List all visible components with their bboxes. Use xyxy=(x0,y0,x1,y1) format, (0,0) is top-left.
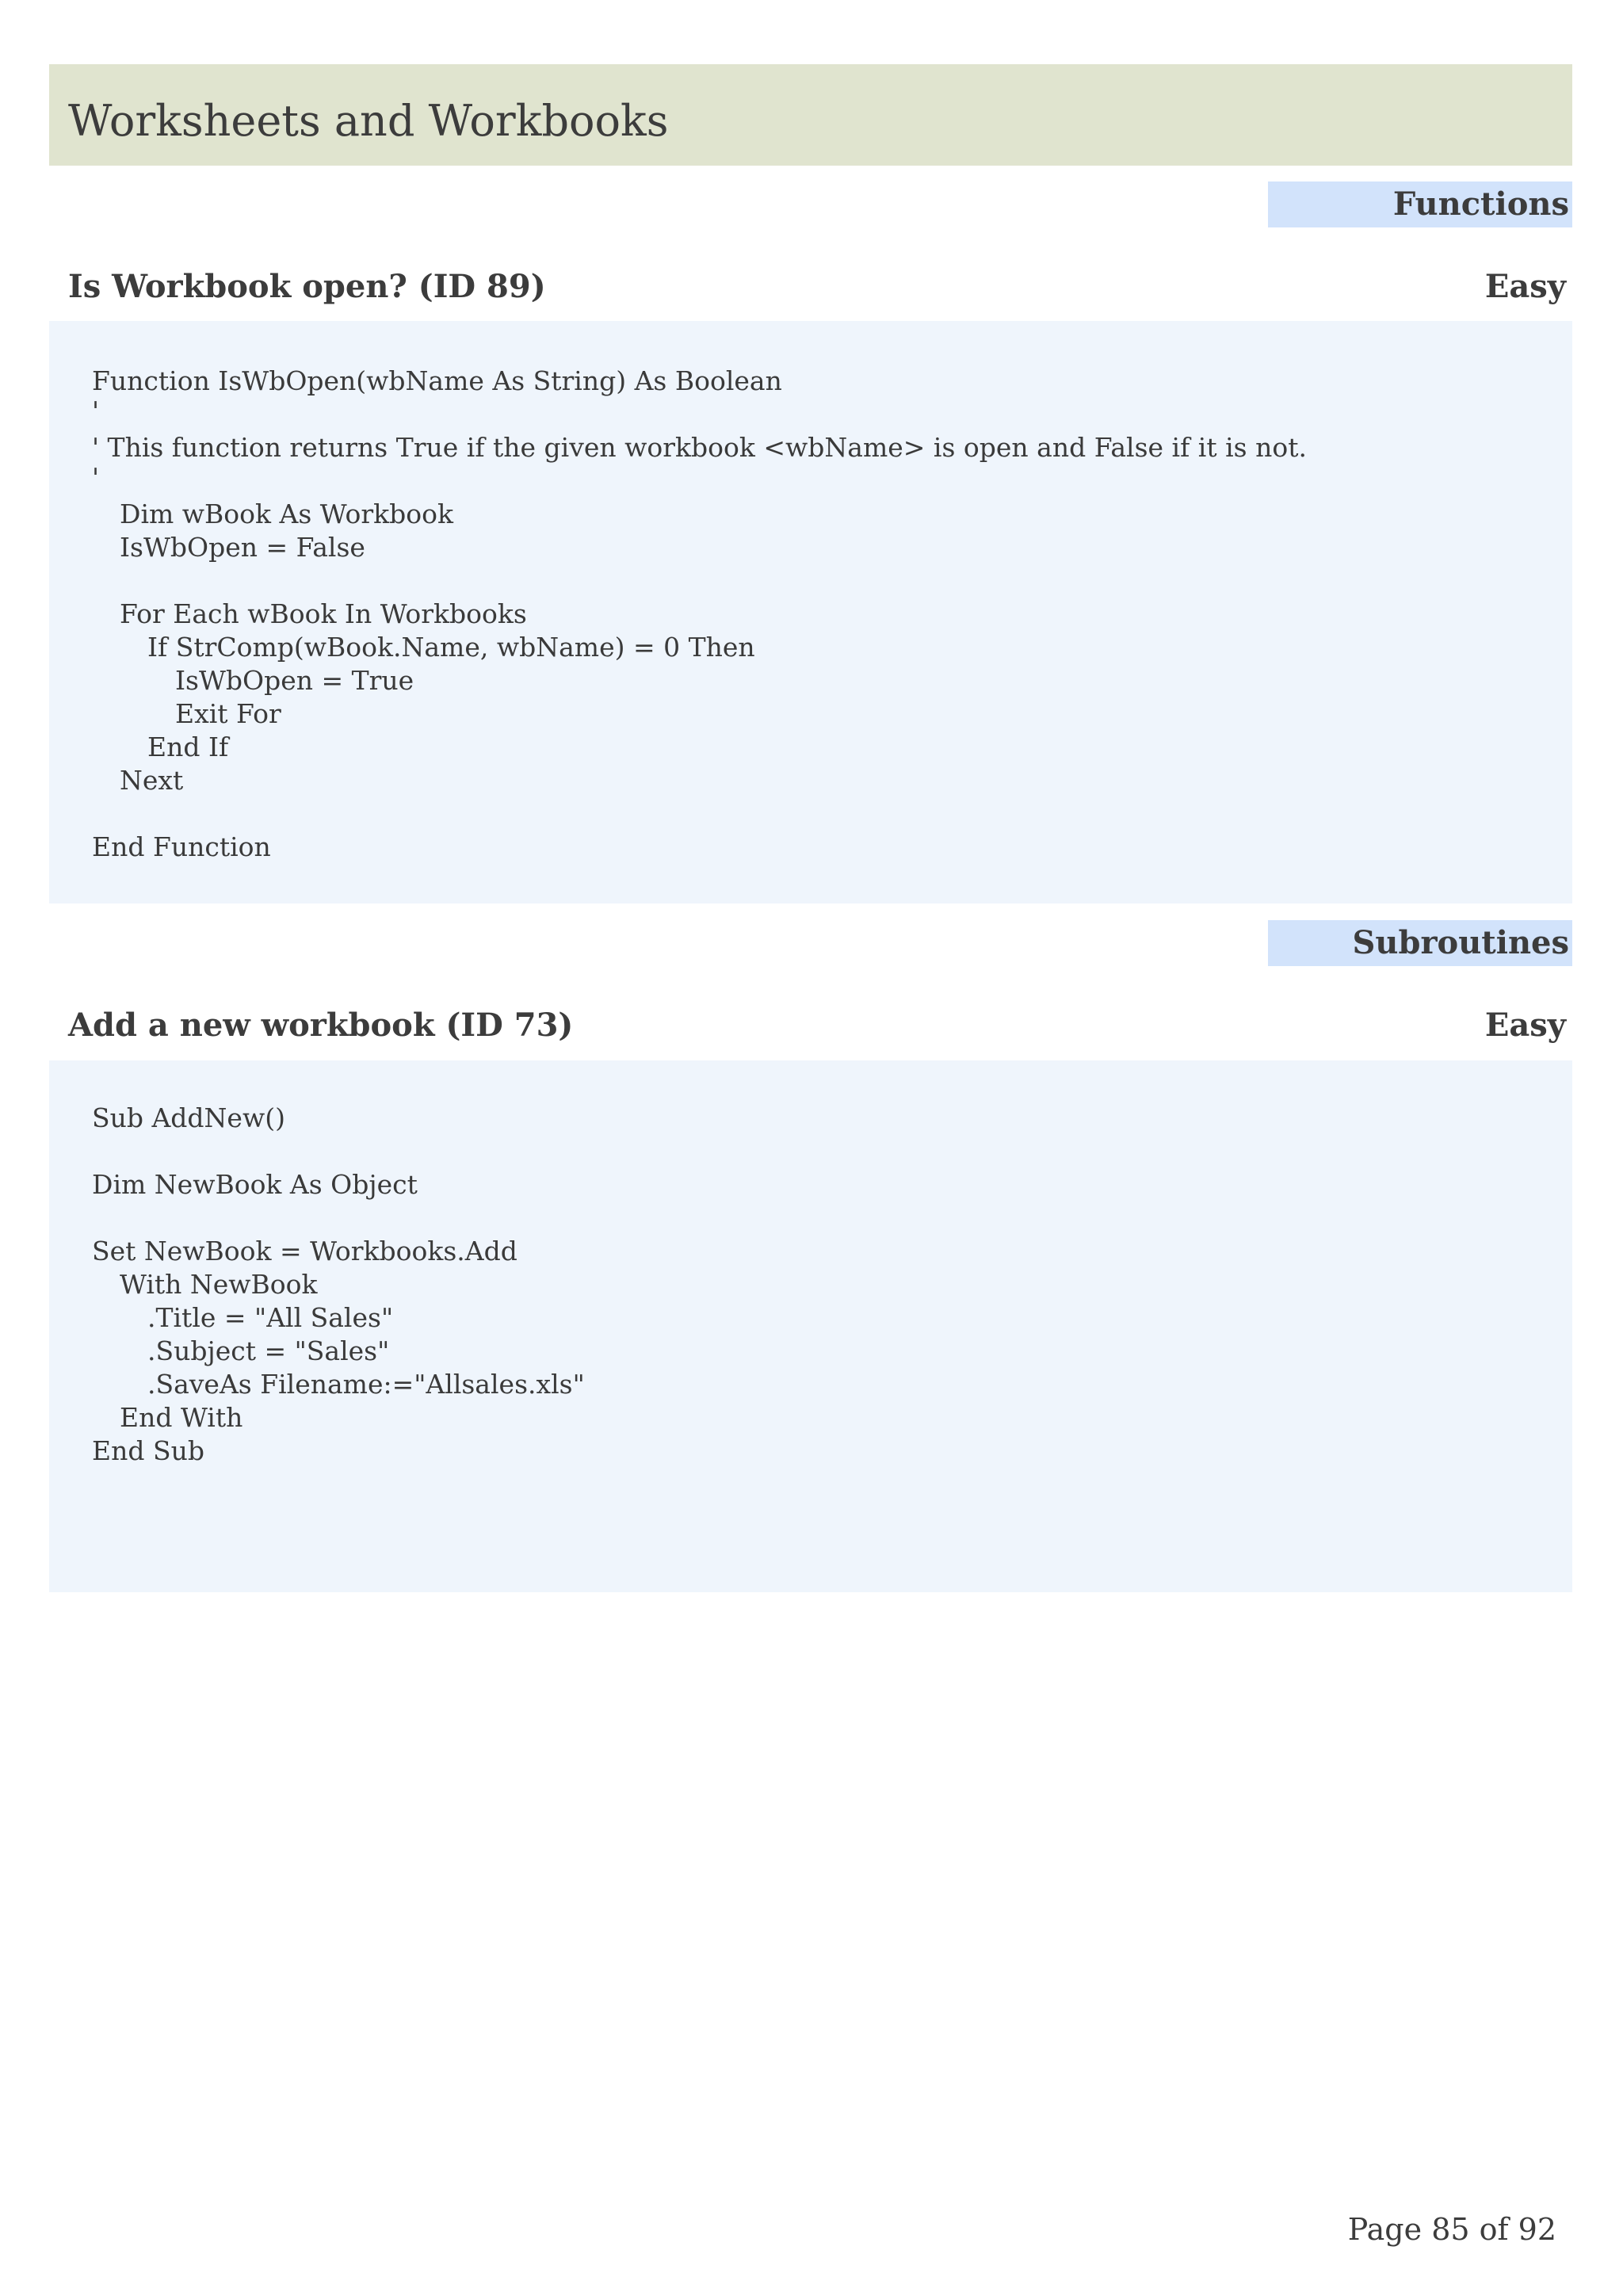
code-block xyxy=(49,1060,1572,1592)
item-title: Is Workbook open? (ID 89) xyxy=(68,268,546,305)
chapter-title-bar xyxy=(49,64,1572,166)
code-line: Sub AddNew() xyxy=(92,1102,285,1133)
code-line: ' xyxy=(92,462,100,493)
code-line: Next xyxy=(120,765,184,796)
category-label-subroutines: Subroutines xyxy=(1268,920,1572,966)
code-line: For Each wBook In Workbooks xyxy=(120,598,527,629)
code-line: If StrComp(wBook.Name, wbName) = 0 Then xyxy=(147,632,755,663)
category-label-functions: Functions xyxy=(1268,181,1572,227)
code-line: .SaveAs Filename:="Allsales.xls" xyxy=(147,1369,585,1400)
code-line: End Function xyxy=(92,831,271,862)
code-line: Dim NewBook As Object xyxy=(92,1169,418,1200)
code-line: Exit For xyxy=(175,698,281,729)
code-line: ' xyxy=(92,395,100,426)
code-block xyxy=(49,321,1572,904)
code-line: With NewBook xyxy=(120,1269,318,1300)
page-number: Page 85 of 92 xyxy=(1347,2212,1556,2247)
code-line: End Sub xyxy=(92,1435,204,1466)
difficulty-label: Easy xyxy=(1484,1007,1566,1044)
code-line: .Subject = "Sales" xyxy=(147,1335,390,1366)
code-line: End With xyxy=(120,1402,243,1433)
code-line: .Title = "All Sales" xyxy=(147,1302,394,1333)
code-line: Set NewBook = Workbooks.Add xyxy=(92,1236,517,1266)
code-line: ' This function returns True if the given workbook <wbName> is open and False if it is not. xyxy=(92,432,1307,463)
chapter-title: Worksheets and Workbooks xyxy=(68,96,669,146)
code-line: Function IsWbOpen(wbName As String) As Boolean xyxy=(92,365,782,396)
code-line: Dim wBook As Workbook xyxy=(120,499,453,529)
code-line: End If xyxy=(147,732,229,762)
code-line: IsWbOpen = True xyxy=(175,665,414,696)
item-title: Add a new workbook (ID 73) xyxy=(68,1007,574,1044)
code-line: IsWbOpen = False xyxy=(120,532,365,563)
difficulty-label: Easy xyxy=(1484,268,1566,305)
